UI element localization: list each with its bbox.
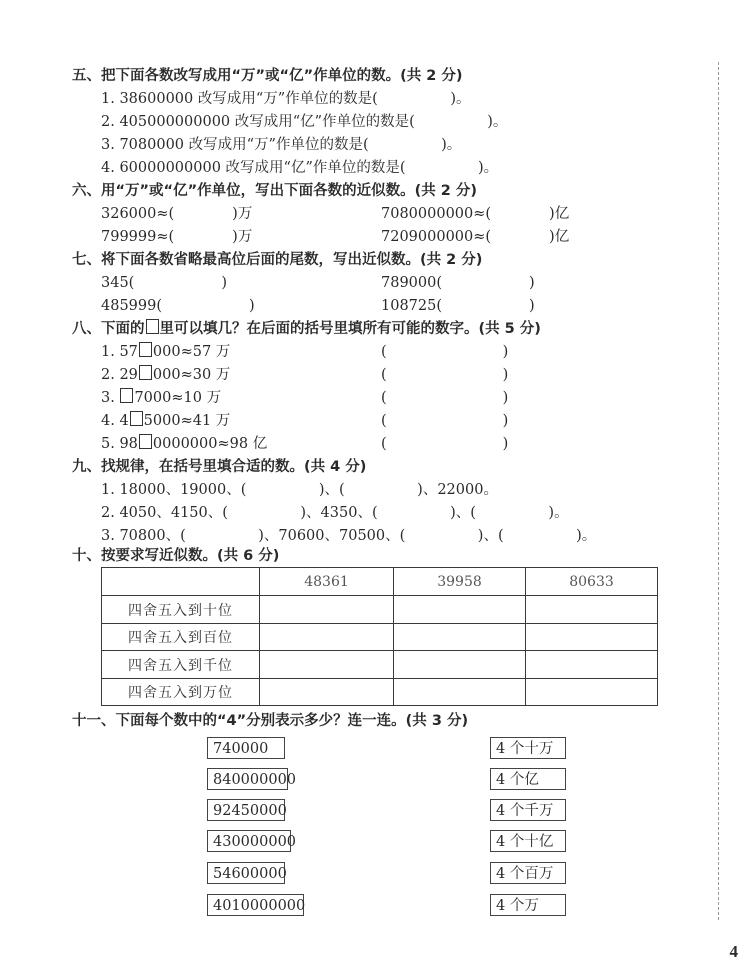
number-box[interactable]: 740000 <box>207 737 285 759</box>
answer-cell[interactable] <box>394 679 526 706</box>
s7-item-a: 345( ) <box>101 275 227 291</box>
number-box[interactable]: 54600000 <box>207 862 285 884</box>
answer-cell[interactable] <box>260 596 394 624</box>
number-box[interactable]: 92450000 <box>207 799 285 821</box>
s8-item-1: 1. 57 000≈57 万 <box>101 344 231 360</box>
s7-item-d: 108725( ) <box>381 298 535 314</box>
place-value-box[interactable]: 4 个百万 <box>490 862 566 884</box>
section-9-title: 九、找规律，在括号里填合适的数。(共 4 分) <box>72 459 367 475</box>
answer-cell[interactable] <box>394 624 526 651</box>
section-6-title: 六、用“万”或“亿”作单位，写出下面各数的近似数。(共 2 分) <box>72 183 478 199</box>
number-box[interactable]: 4010000000 <box>207 894 304 916</box>
answer-cell[interactable] <box>394 651 526 679</box>
table-col-header: 48361 <box>260 568 394 596</box>
answer-cell[interactable] <box>526 596 658 624</box>
s6-item-c: 799999≈( )万 <box>101 229 253 245</box>
blank-box-icon <box>139 342 152 357</box>
answer-cell[interactable] <box>394 596 526 624</box>
place-value-box[interactable]: 4 个十万 <box>490 737 566 759</box>
s9-question-3: 3. 70800、( )、70600、70500、( )、( )。 <box>101 528 597 544</box>
section-8-title <box>72 319 541 339</box>
blank-box-icon <box>146 319 159 334</box>
table-row-label: 四舍五入到十位 <box>102 596 260 624</box>
s6-item-a: 326000≈( )万 <box>101 206 253 222</box>
table-row <box>102 651 658 679</box>
table-header-row <box>102 568 658 596</box>
blank-box-icon <box>130 411 143 426</box>
blank-box-icon <box>120 388 133 403</box>
number-box[interactable]: 840000000 <box>207 768 288 790</box>
table-col-header: 39958 <box>394 568 526 596</box>
section-5-title: 五、把下面各数改写成用“万”或“亿”作单位的数。(共 2 分) <box>72 68 463 84</box>
blank-box-icon <box>139 365 152 380</box>
s8-item-4: 4. 4 5000≈41 万 <box>101 413 231 429</box>
s5-question-3: 3. 7080000 改写成用“万”作单位的数是( )。 <box>101 137 462 153</box>
table-col-header: 80633 <box>526 568 658 596</box>
s8-bracket-5: ( ) <box>381 436 509 452</box>
page-edge-dotted-line <box>718 62 719 920</box>
section-7-title: 七、将下面各数省略最高位后面的尾数，写出近似数。(共 2 分) <box>72 252 483 268</box>
place-value-box[interactable]: 4 个千万 <box>490 799 566 821</box>
s8-bracket-3: ( ) <box>381 390 509 406</box>
table-row <box>102 596 658 624</box>
s8-item-2: 2. 29 000≈30 万 <box>101 367 231 383</box>
table-row-label: 四舍五入到百位 <box>102 624 260 651</box>
section-10-title: 十、按要求写近似数。(共 6 分) <box>72 548 280 564</box>
number-box[interactable]: 430000000 <box>207 830 291 852</box>
s8-item-5: 5. 98 0000000≈98 亿 <box>101 436 268 452</box>
table-corner-cell <box>102 568 260 596</box>
s9-question-2: 2. 4050、4150、( )、4350、( )、( )。 <box>101 505 569 521</box>
s7-item-b: 789000( ) <box>381 275 535 291</box>
table-row <box>102 679 658 706</box>
s5-question-4: 4. 60000000000 改写成用“亿”作单位的数是( )。 <box>101 160 499 176</box>
s9-question-1: 1. 18000、19000、( )、( )、22000。 <box>101 482 498 498</box>
s7-item-c: 485999( ) <box>101 298 255 314</box>
s6-item-d: 7209000000≈( )亿 <box>381 229 570 245</box>
place-value-box[interactable]: 4 个亿 <box>490 768 566 790</box>
place-value-box[interactable]: 4 个万 <box>490 894 566 916</box>
answer-cell[interactable] <box>526 679 658 706</box>
s8-bracket-1: ( ) <box>381 344 509 360</box>
answer-cell[interactable] <box>260 679 394 706</box>
s8-bracket-4: ( ) <box>381 413 509 429</box>
blank-box-icon <box>139 434 152 449</box>
s8-bracket-2: ( ) <box>381 367 509 383</box>
answer-cell[interactable] <box>526 651 658 679</box>
table-row <box>102 624 658 651</box>
answer-cell[interactable] <box>260 651 394 679</box>
s8-item-3: 3. 7000≈10 万 <box>101 390 222 406</box>
answer-cell[interactable] <box>526 624 658 651</box>
s8-title-post: 里可以填几？在后面的括号里填所有可能的数字。(共 5 分) <box>159 321 541 337</box>
answer-cell[interactable] <box>260 624 394 651</box>
s8-title-pre: 八、下面的 <box>72 321 145 337</box>
s5-question-1: 1. 38600000 改写成用“万”作单位的数是( )。 <box>101 91 471 107</box>
s5-question-2: 2. 405000000000 改写成用“亿”作单位的数是( )。 <box>101 114 508 130</box>
section-11-title: 十一、下面每个数中的“4”分别表示多少？连一连。(共 3 分) <box>72 713 469 729</box>
table-row-label: 四舍五入到千位 <box>102 651 260 679</box>
place-value-box[interactable]: 4 个十亿 <box>490 830 566 852</box>
table-row-label: 四舍五入到万位 <box>102 679 260 706</box>
page-number: 4 <box>729 942 738 961</box>
s6-item-b: 7080000000≈( )亿 <box>381 206 570 222</box>
approximation-table <box>101 567 658 706</box>
